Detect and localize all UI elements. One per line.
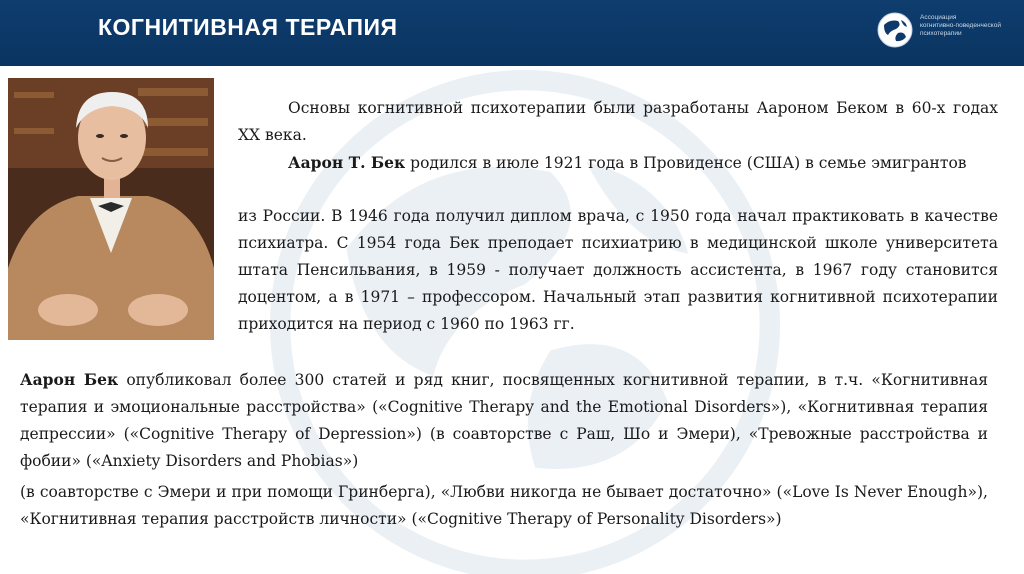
paragraph-publications-continued [20,479,988,533]
logo-line: Ассоциация [920,14,957,21]
globe-icon [876,11,914,49]
publications-text: опубликовал более 300 статей и ряд книг, посвященных когнитивной терапии, в т.ч. «Когнитивная терапия и эмоциональные расстройства» («Cognitive Therapy and the Emotional Disorders»), «Когнитивная терапия депрессии» («Cognitive Therapy of Depression») (в соавторстве с Раш, Шо и Эмери), «Тревожные расстройства и фобии» («Anxiety Disorders and Phobias») [20,371,988,470]
bold-name: Аарон Т. Бек [288,153,406,172]
intro-text: Основы когнитивной психотерапии были разработаны Аароном Беком в 60-х годах XX века. [238,99,998,144]
header-bar [0,0,1024,66]
logo-caption [920,14,1020,38]
biography-continued-text: из России. В 1946 года получил диплом врача, с 1950 года начал практиковать в качестве психиатра. С 1954 года Бек преподает психиатрию в медицинской школе университета штата Пенсильвания, в 1959 - получает должность ассистента, в 1967 году становится доцентом, а в 1971 – профессором. Начальный этап развития когнитивной психотерапии приходится на период с 1960 по 1963 гг. [238,207,998,333]
paragraph-biography-start [238,149,998,177]
paragraph-intro [238,95,998,149]
portrait-illustration [8,78,214,340]
logo-line: психотерапии [920,30,962,37]
biography-text: родился в июле 1921 года в Провиденсе (США) в семье эмигрантов [405,154,967,172]
bold-name: Аарон Бек [20,370,119,389]
publications-continued-text: (в соавторстве с Эмери и при помощи Гринберга), «Любви никогда не бывает достаточно» («Love Is Never Enough»), «Когнитивная терапия расстройств личности» («Cognitive Therapy of Personality Disorders») [20,483,988,528]
portrait-photo [8,78,214,340]
paragraph-publications [20,366,988,475]
logo-line: когнитивно-поведенческой [920,22,1001,29]
association-logo [876,11,1016,51]
page-title: КОГНИТИВНАЯ ТЕРАПИЯ [98,14,398,40]
paragraph-biography [238,203,998,338]
